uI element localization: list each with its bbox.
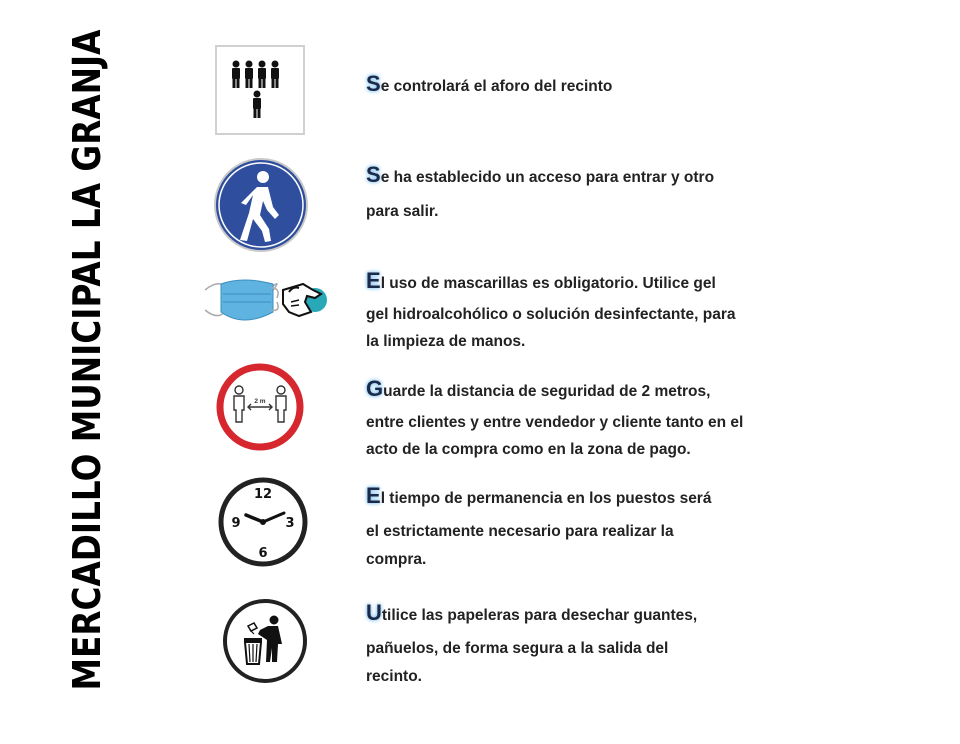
text-line: tilice las papeleras para desechar guantes, xyxy=(381,607,698,624)
crowd-capacity-icon xyxy=(214,44,306,136)
trash-bin-disposal-icon xyxy=(222,598,308,684)
text-line: compra. xyxy=(366,551,427,568)
side-title xyxy=(65,0,109,744)
text-line: acto de la compra como en la zona de pago. xyxy=(366,441,691,458)
text-line: pañuelos, de forma segura a la salida del xyxy=(366,640,669,657)
text-line: la limpieza de manos. xyxy=(366,333,526,350)
drop-cap: S xyxy=(366,162,381,187)
clock-number: 3 xyxy=(285,516,295,531)
clock-icon xyxy=(218,477,308,567)
clock-number: 9 xyxy=(231,516,241,531)
text-line: entre clientes y entre vendedor y cliente tanto en el xyxy=(366,414,744,431)
drop-cap: S xyxy=(366,71,381,96)
text-line: l tiempo de permanencia en los puestos será xyxy=(380,490,712,507)
text-line: para salir. xyxy=(366,203,439,220)
text-line: uarde la distancia de seguridad de 2 metros, xyxy=(383,383,711,400)
side-title-text: MERCADILLO MUNICIPAL LA GRANJA xyxy=(65,29,109,691)
drop-cap: G xyxy=(366,376,384,401)
pedestrian-walking-sign-icon xyxy=(213,157,309,253)
distance-label: 2 m xyxy=(254,398,266,405)
text-line: l uso de mascarillas es obligatorio. Utilice gel xyxy=(380,275,716,292)
text-line: recinto. xyxy=(366,668,422,685)
clock-number: 12 xyxy=(253,487,273,502)
text-line: el estrictamente necesario para realizar la xyxy=(366,523,674,540)
text-line: e controlará el aforo del recinto xyxy=(380,78,613,95)
text-line: gel hidroalcohólico o solución desinfectante, para xyxy=(366,306,736,323)
drop-cap: E xyxy=(366,268,381,293)
drop-cap: U xyxy=(366,600,382,625)
clock-number: 6 xyxy=(258,546,268,561)
drop-cap: E xyxy=(366,483,381,508)
text-line: e ha establecido un acceso para entrar y otro xyxy=(380,169,715,186)
social-distance-2m-icon xyxy=(215,362,305,452)
mask-and-hand-gel-icon xyxy=(203,272,333,328)
